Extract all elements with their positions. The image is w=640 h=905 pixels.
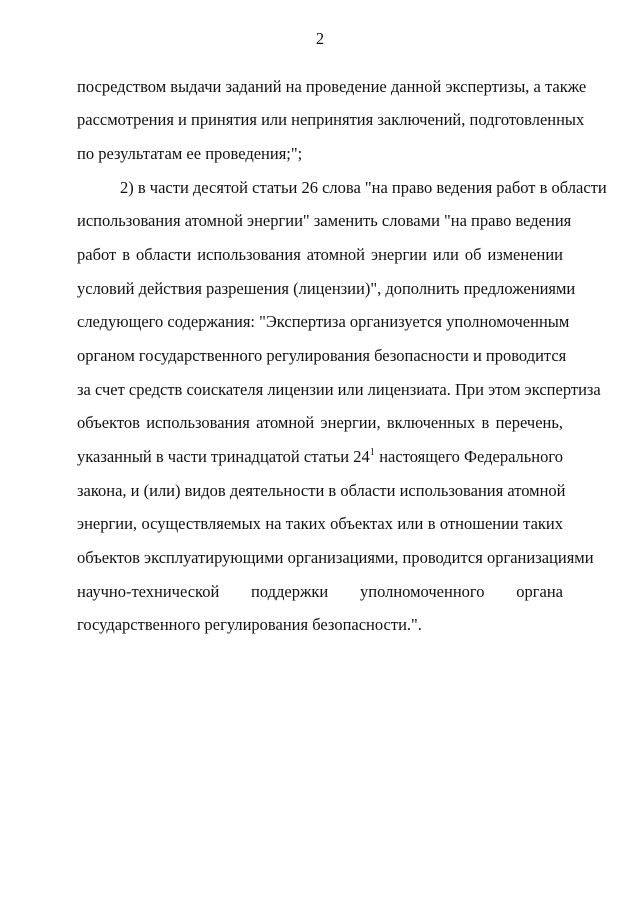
text-line-12-start: указанный в части тринадцатой статьи 24 [77, 447, 370, 466]
text-line-5: использования атомной энергии" заменить словами "на право ведения [77, 211, 572, 230]
superscript-one: 1 [369, 446, 375, 458]
text-line-8: следующего содержания: "Экспертиза организуется уполномоченным [77, 312, 570, 331]
text-line-1: посредством выдачи заданий на проведение данной экспертизы, а также [77, 77, 587, 96]
text-line-3: по результатам ее проведения;"; [77, 144, 303, 163]
text-line-13: закона, и (или) видов деятельности в области использования атомной [77, 481, 566, 500]
text-line-2: рассмотрения и принятия или непринятия заключений, подготовленных [77, 110, 585, 129]
text-line-10: за счет средств соискателя лицензии или лицензиата. При этом экспертиза [77, 380, 601, 399]
page-number: 2 [315, 29, 325, 48]
text-line-14: энергии, осуществляемых на таких объектах или в отношении таких [77, 514, 563, 533]
text-line-12-end: настоящего Федерального [379, 447, 563, 466]
text-line-7: условий действия разрешения (лицензии)", дополнить предложениями [77, 279, 576, 298]
text-line-12 [77, 447, 563, 467]
text-line-9: органом государственного регулирования безопасности и проводится [77, 346, 567, 365]
text-line-17: государственного регулирования безопасности.". [77, 615, 422, 634]
text-line-15: объектов эксплуатирующими организациями, проводится организациями [77, 548, 594, 567]
text-line-11: объектов использования атомной энергии, включенных в перечень, [77, 413, 563, 432]
text-line-4: 2) в части десятой статьи 26 слова "на право ведения работ в области [120, 178, 607, 197]
text-line-6: работ в области использования атомной энергии или об изменении [77, 245, 563, 264]
text-line-16: научно-технической поддержки уполномоченного органа [77, 582, 563, 601]
